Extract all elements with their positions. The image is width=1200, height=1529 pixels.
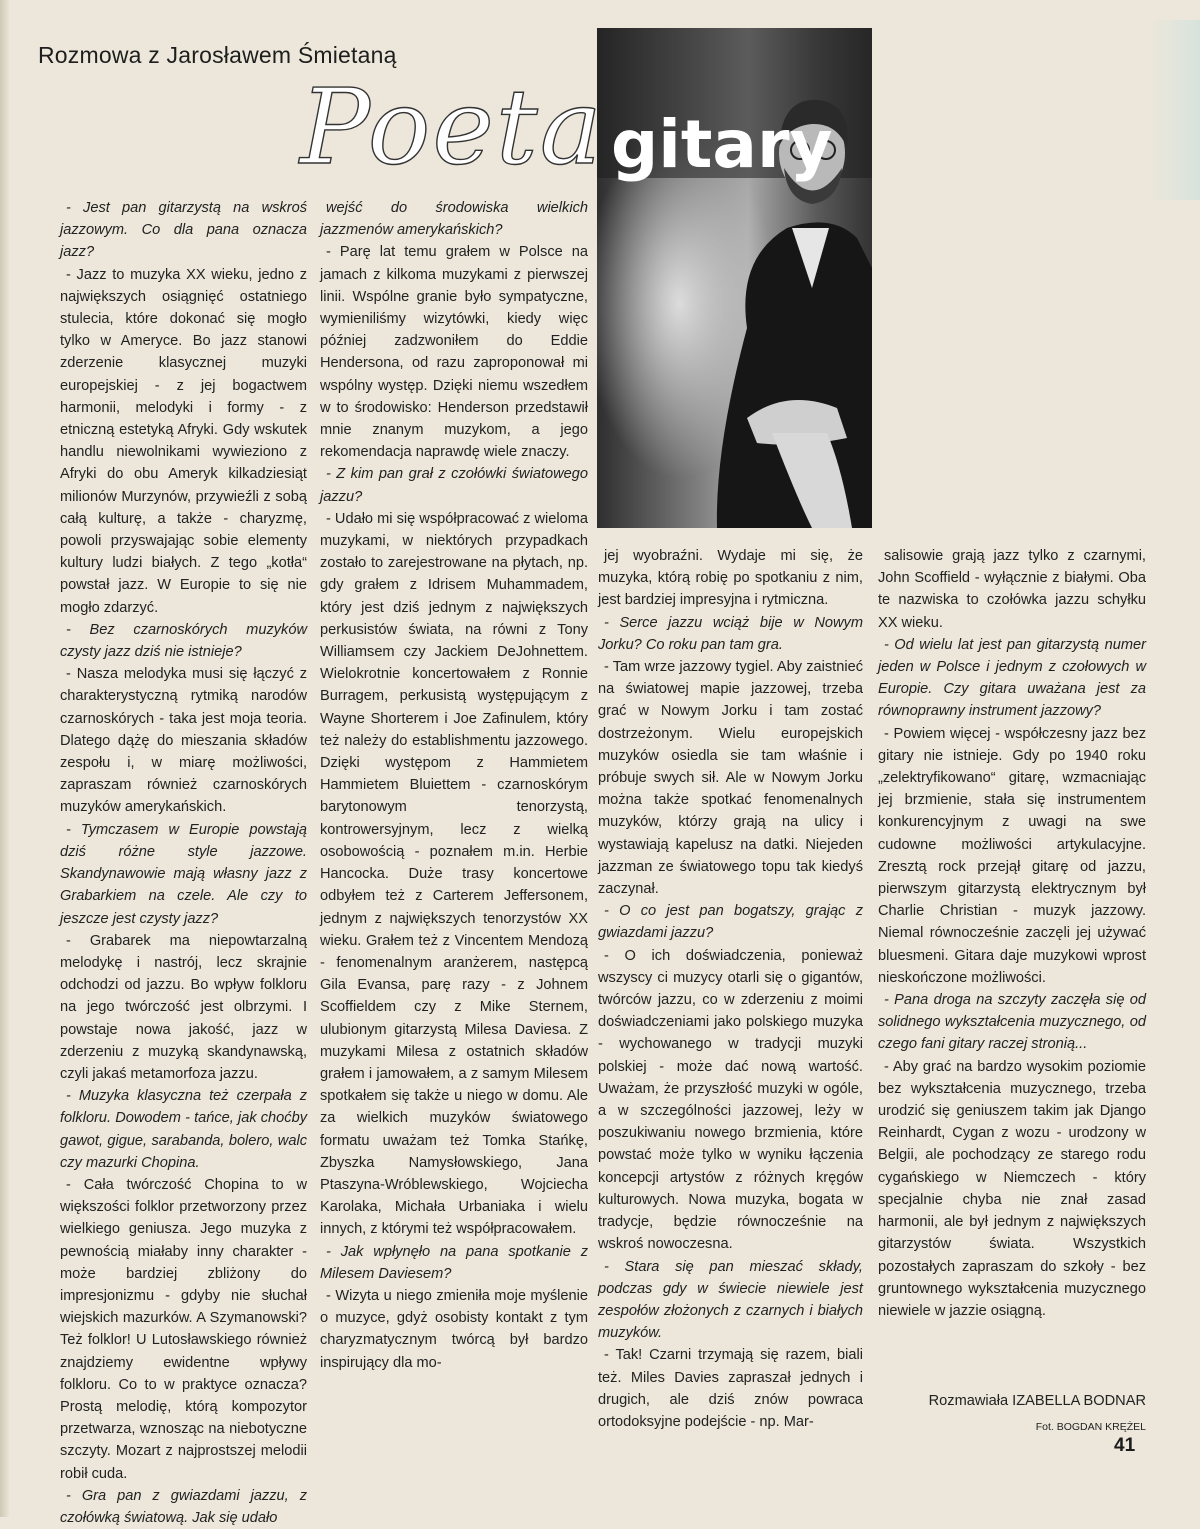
- interview-answer: - Powiem więcej - współczesny jazz bez gitary nie istnieje. Gdy po 1940 roku „zelektryfikowano“ gitarę, wzmacniając jej brzmienie, stała się instrumentem konkurencyjnym z uwagi na swe cudowne możliwości artykulacyjne. Zresztą rock przejął gitarę od jazzu, pierwszym gitarzystą elektrycznym był Charlie Christian - muzyk jazzowy. Niemal równocześnie zaczęli jej używać bluesmeni. Gitara daje muzykowi wprost nieskończone możliwości.: [878, 725, 1146, 986]
- interview-answer: - Aby grać na bardzo wysokim poziomie bez wykształcenia muzycznego, trzeba urodzić się geniuszem takim jak Django Reinhardt, Cygan z wozu - urodzony w Belgii, ale pochodzący ze starego rodu cygańskiego w Niemczech - który specjalnie chyba nie znał zasad harmonii, ale był jednym z największych gitarzystów świata. Wszystkich pozostałych zapraszam do szkoły - bez gruntownego wykształcenia muzycznego niewiele w jazzie osiągną.: [878, 1058, 1146, 1319]
- interview-question: - Bez czarnoskórych muzyków czysty jazz dziś nie istnieje?: [60, 621, 307, 661]
- interview-question: - O co jest pan bogatszy, grając z gwiazdami jazzu?: [598, 903, 863, 942]
- interview-question: wejść do środowiska wielkich jazzmenów amerykańskich?: [320, 200, 588, 239]
- interview-answer: - Udało mi się współpracować z wieloma muzykami, w niektórych przypadkach zostało to zarejestrowane na płytach, np. gdy grałem z Idrisem Muhammadem, który jest dziś jednym z największych perkusistów świata, na równi z Tony Williamsem czy Jackiem DeJohnettem. Wielokrotnie koncertowałem z Ronnie Burragem, perkusistą występującym z Wayne Shorterem i Joe Zafinulem, który też należy do establishmentu jazzowego. Dzięki występom z Hammietem Hammietem Bluiettem - czarnoskórym barytonowym tenorzystą, kontrowersyjnym, lecz z wielką osobowością - poznałem m.in. Herbie Hancocka. Duże trasy koncertowe odbyłem też z Carterem Jeffersonem, jednym z największych tenorzystów XX wieku. Grałem też z Vincentem Mendozą - fenomenalnym aranżerem, następcą Gila Evansa, parę razy - z Johnem Scoffieldem czy z Mike Sternem, ulubionym gitarzystą Milesa Daviesa. Z muzykami Milesa z ostatnich składów grałem i jamowałem, a z samym Milesem spotkałem się także u niego w domu. Ale za wielkich muzyków światowego formatu uważam też Tomka Stańkę, Zbyszka Namysłowskiego, Jana Ptaszyna-Wróblewskiego, Wojciecha Karolaka, Michała Urbaniaka i wielu innych, z którymi też współpracowałem.: [320, 510, 588, 1238]
- interview-answer: - O ich doświadczenia, ponieważ wszyscy ci muzycy otarli się o gigantów, twórców jazzu, co w zderzeniu z moimi doświadczeniami jako polskiego muzyka - wychowanego w tradycji muzyki polskiej - może dać nową wartość. Uważam, że przyszłość muzyki w ogóle, a w szczególności jazzowej, leży w poszukiwaniu nowego brzmienia, które powstać może tylko w wyniku łączenia koncepcji artystów z różnych kręgów kulturowych. Nowa muzyka, bogata w tradycje, będzie równocześnie na wskroś nowoczesna.: [598, 947, 863, 1253]
- interview-answer: jej wyobraźni. Wydaje mi się, że muzyka, którą robię po spotkaniu z nim, jest bardziej impresyjna i rytmiczna.: [598, 548, 863, 609]
- text-column-4: [878, 545, 1146, 1439]
- article-title-script: Poeta: [300, 66, 604, 188]
- interview-kicker: Rozmowa z Jarosławem Śmietaną: [38, 42, 397, 68]
- interview-question: - Jest pan gitarzystą na wskroś jazzowym. Co dla pana oznacza jazz?: [60, 200, 307, 261]
- text-column-2: [320, 197, 588, 1374]
- interview-answer: - Parę lat temu grałem w Polsce na jamach z kilkoma muzykami z pierwszej linii. Wspólne granie było sympatyczne, wymieniliśmy wizytówki, kiedy więc później zadzwoniłem do Eddie Hendersona, od razu zaproponował mi wspólny występ. Dzięki niemu wszedłem w to środowisko: Henderson przedstawił mnie znanym muzykom, a jego rekomendacja naprawdę wiele znaczy.: [320, 244, 588, 461]
- interview-answer: salisowie grają jazz tylko z czarnymi, John Scoffield - wyłącznie z białymi. Oba te nazwiska to czołówka jazzu schyłku XX wieku.: [878, 548, 1146, 631]
- interview-question: - Jak wpłynęło na pana spotkanie z Milesem Daviesem?: [320, 1243, 588, 1282]
- interview-question: - Tymczasem w Europie powstają dziś różne style jazzowe. Skandynawowie mają własny jazz z Grabarkiem na czele. Ale czy to jeszcze jest czysty jazz?: [60, 821, 307, 927]
- interview-question: - Od wielu lat jest pan gitarzystą numer jeden w Polsce i jednym z czołowych w Europie. Czy gitara uważana jest za równoprawny instrument jazzowy?: [878, 636, 1146, 720]
- photo-credit: Fot. BOGDAN KRĘŻEL: [1035, 1421, 1146, 1434]
- interview-answer: - Cała twórczość Chopina to w większości folklor przetworzony przez wielkiego geniusza. Jego muzyka z pewnością miałaby inny charakter - może bardziej zbliżony do impresjonizmu - gdyby nie słuchał wiejskich mazurków. A Szymanowski? Też folklor! U Lutosławskiego również znajdziemy ewidentne wpływy folkloru. Co to w praktyce oznacza? Prostą melodię, którą kompozytor przetwarza, wznosząc na niebotyczne szczyty. Mozart z najprostszej melodii robił cuda.: [60, 1176, 307, 1482]
- column-paragraphs: [878, 545, 1146, 1322]
- text-column-1: [60, 197, 307, 1529]
- article-title-bold: gitary: [611, 106, 833, 183]
- portrait-photo: [597, 28, 872, 528]
- text-column-3: [598, 545, 863, 1433]
- interviewer-credit: Rozmawiała IZABELLA BODNAR: [928, 1393, 1146, 1410]
- interview-answer: - Tam wrze jazzowy tygiel. Aby zaistnieć na światowej mapie jazzowej, trzeba grać w Nowym Jorku i tam zostać dostrzeżonym. Wielu europejskich muzyków osiedla sie tam właśnie i próbuje swych sił. Ale w Nowym Jorku można także spotkać fenomenalnych muzyków, którzy grają na ulicy i wystawiają kapelusz na datki. Niejeden jazzman ze światowego topu tak kiedyś zaczynał.: [598, 659, 863, 898]
- page-number: 41: [1114, 1435, 1136, 1456]
- interview-answer: - Grabarek ma niepowtarzalną melodykę i nastrój, lecz skrajnie odchodzi od jazzu. Bo wpływ folkloru na jego twórczość jest olbrzymi. I powstaje nowa jakość, jazz w zderzeniu z muzyką skandynawską, czyli jakaś metamorfoza jazzu.: [60, 932, 307, 1082]
- interview-question: - Serce jazzu wciąż bije w Nowym Jorku? Co roku pan tam gra.: [598, 614, 863, 653]
- portrait-photo-icon: [597, 28, 872, 528]
- interview-answer: - Jazz to muzyka XX wieku, jedno z największych osiągnięć ostatniego stulecia, które dokonać się mogło tylko w Ameryce. Bo jazz stanowi zderzenie klasycznej muzyki europejskiej - z jej bogactwem harmonii, melodyki i formy - z etniczną estetyką Afryki. Gdy wskutek handlu niewolnikami wywieziono z Afryki do obu Ameryk kilkadziesiąt milionów Murzynów, przywieźli z sobą całą kulturę, a także - charyzmę, powoli przyswajając sobie elementy kultury ludzi białych. Z tego „kotła“ powstał jazz. W Europie to się nie mogło zdarzyć.: [60, 266, 307, 616]
- page-fold-shadow: [0, 0, 10, 1517]
- interview-answer: - Nasza melodyka musi się łączyć z charakterystyczną rytmiką narodów czarnoskórych - taka jest moja teoria. Dlatego dążę do mieszania składów zespołu i, w miarę możliwości, zapraszam również czarnoskórych muzyków amerykańskich.: [60, 666, 307, 816]
- interview-question: - Gra pan z gwiazdami jazzu, z czołówką światową. Jak się udało: [60, 1487, 307, 1526]
- interview-question: - Muzyka klasyczna też czerpała z folkloru. Dowodem - tańce, jak choćby gawot, gigue, sarabanda, bolero, walc czy mazurki Chopina.: [60, 1088, 307, 1171]
- adjacent-page-edge: [1150, 20, 1200, 200]
- interview-question: - Pana droga na szczyty zaczęła się od solidnego wykształcenia muzycznego, od czego fani gitary raczej stronią...: [878, 992, 1146, 1053]
- interview-question: - Z kim pan grał z czołówki światowego jazzu?: [320, 466, 588, 505]
- interview-question: - Stara się pan mieszać składy, podczas gdy w świecie niewiele jest zespołów złożonych z czarnych i białych muzyków.: [598, 1258, 863, 1342]
- interview-answer: - Tak! Czarni trzymają się razem, biali też. Miles Davies zapraszał jednych i drugich, ale dziś znów powraca ortodoksyjne podejście - np. Mar-: [598, 1347, 863, 1430]
- interview-answer: - Wizyta u niego zmieniła moje myślenie o muzyce, gdyż osobisty kontakt z tym charyzmatycznym twórcą był bardzo inspirujący dla mo-: [320, 1287, 588, 1371]
